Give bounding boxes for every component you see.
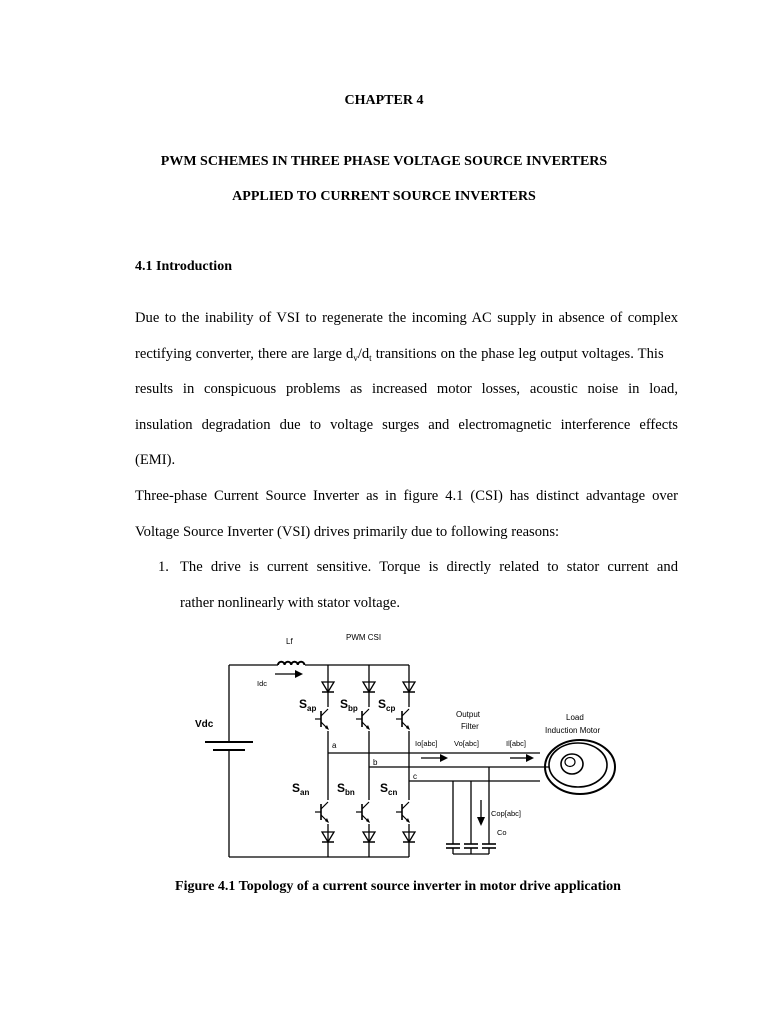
io-label: Io[abc] (415, 739, 438, 748)
list-item-line-1: The drive is current sensitive. Torque is directly related to stator current and (180, 559, 678, 575)
idc-label: Idc (257, 679, 268, 688)
chapter-title-line-2: APPLIED TO CURRENT SOURCE INVERTERS (232, 189, 536, 204)
node-c-label: c (413, 772, 417, 781)
vdc-label: Vdc (195, 719, 214, 730)
switch-cp-label: $S_{cp}$ (378, 697, 396, 713)
switch-cn-label: $S_{cn}$ (380, 781, 398, 797)
switch-bn-label: $S_{bn}$ (337, 781, 355, 797)
pwm-csi-label: PWM CSI (346, 633, 382, 642)
vo-label: Vo[abc] (454, 739, 480, 748)
paragraph-1-line-1: Due to the inability of VSI to regenerate the incoming AC supply in absence of complex (135, 310, 678, 326)
node-b-label: b (373, 758, 378, 767)
paragraph-2-line-2: Voltage Source Inverter (VSI) drives primarily due to following reasons: (135, 523, 560, 540)
switch-an-label: $S_{an}$ (292, 781, 310, 797)
paragraph-2-line-1: Three-phase Current Source Inverter as in figure 4.1 (CSI) has distinct advantage over (135, 488, 678, 504)
node-a-label: a (332, 741, 337, 750)
switch-ap-label: $S_{ap}$ (299, 697, 317, 713)
paragraph-1-line-5: (EMI). (135, 452, 176, 468)
switch-bp-label: $S_{bp}$ (340, 697, 358, 713)
cop-label: Cop[abc] (491, 809, 522, 818)
chapter-title-line-1: PWM SCHEMES IN THREE PHASE VOLTAGE SOURCE INVERTERS (160, 154, 608, 169)
induction-motor-label: Induction Motor (545, 726, 601, 735)
inductor-label: Lf (286, 637, 293, 646)
il-label: Il[abc] (506, 739, 527, 748)
list-item-number: 1. (158, 559, 169, 575)
output-label: Output (456, 710, 481, 719)
chapter-number: CHAPTER 4 (344, 93, 424, 108)
co-label: Co (497, 828, 507, 837)
paragraph-1-line-3: results in conspicuous problems as increased motor losses, acoustic noise in load, (135, 381, 678, 397)
paragraph-1-line-2: rectifying converter, there are large $d_v/d_t$ transitions on the phase leg output voltages. This (135, 345, 664, 363)
paragraph-1-line-4: insulation degradation due to voltage surges and electromagnetic interference effects (135, 416, 678, 433)
figure-caption: Figure 4.1 Topology of a current source inverter in motor drive application (175, 879, 621, 894)
list-item-line-2: rather nonlinearly with stator voltage. (180, 594, 401, 611)
filter-label: Filter (461, 722, 479, 731)
section-heading: 4.1 Introduction (135, 259, 232, 274)
load-label: Load (566, 713, 584, 722)
